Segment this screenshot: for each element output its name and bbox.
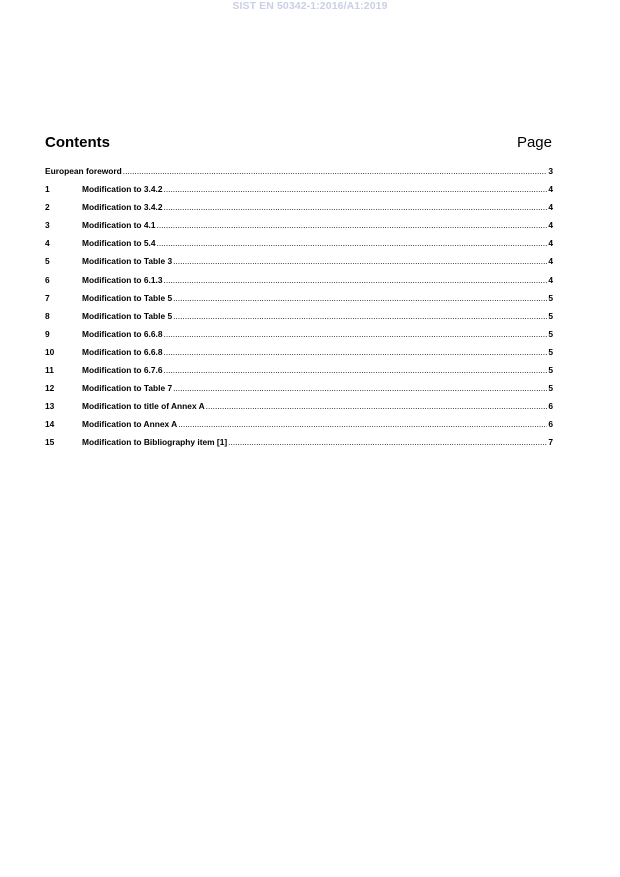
toc-dot-leader xyxy=(164,365,548,375)
toc-entry-title: Modification to Table 7 xyxy=(82,383,173,394)
toc-entry[interactable] xyxy=(45,401,553,419)
contents-header xyxy=(45,134,552,154)
toc-entry-title: European foreword xyxy=(45,166,122,176)
toc-entry[interactable] xyxy=(45,166,553,184)
toc-entry-number: 6 xyxy=(45,274,50,285)
toc-entry-page: 4 xyxy=(548,256,553,267)
toc-entry[interactable] xyxy=(45,437,553,455)
toc-entry[interactable] xyxy=(45,275,553,293)
toc-dot-leader xyxy=(173,293,547,303)
toc-entry-number: 10 xyxy=(45,346,55,357)
toc-entry-title: Modification to 4.1 xyxy=(82,220,156,231)
toc-entry-page: 5 xyxy=(548,346,553,357)
toc-entry-page: 5 xyxy=(548,310,553,321)
toc-dot-leader xyxy=(164,202,548,212)
toc-entry-number: 14 xyxy=(45,419,55,430)
table-of-contents xyxy=(45,166,553,456)
toc-entry[interactable] xyxy=(45,383,553,401)
toc-entry-page: 4 xyxy=(548,238,553,249)
toc-entry-number: 15 xyxy=(45,437,55,448)
toc-entry-number: 3 xyxy=(45,220,50,231)
toc-entry-title: Modification to Table 5 xyxy=(82,292,173,303)
toc-dot-leader xyxy=(206,401,548,411)
toc-entry[interactable] xyxy=(45,184,553,202)
toc-entry-page: 4 xyxy=(548,274,553,285)
toc-dot-leader xyxy=(164,275,548,285)
toc-entry-number: 4 xyxy=(45,238,50,249)
toc-entry-page: 4 xyxy=(548,202,553,213)
toc-entry[interactable] xyxy=(45,256,553,274)
toc-entry-title: Modification to 6.6.8 xyxy=(82,346,163,357)
toc-dot-leader xyxy=(173,256,547,266)
toc-dot-leader xyxy=(173,311,547,321)
toc-entry-page: 5 xyxy=(548,365,553,376)
toc-entry-number: 7 xyxy=(45,292,50,303)
toc-dot-leader xyxy=(173,383,547,393)
toc-entry-title: Modification to 3.4.2 xyxy=(82,184,163,195)
toc-dot-leader xyxy=(164,329,548,339)
toc-entry[interactable] xyxy=(45,311,553,329)
toc-entry-title: Modification to Bibliography item [1] xyxy=(82,437,228,448)
toc-entry-title: Modification to 3.4.2 xyxy=(82,202,163,213)
toc-dot-leader xyxy=(123,166,548,176)
toc-entry-page: 4 xyxy=(548,220,553,231)
toc-entry[interactable] xyxy=(45,293,553,311)
toc-dot-leader xyxy=(164,347,548,357)
toc-entry-title: Modification to Table 3 xyxy=(82,256,173,267)
toc-entry-title: Modification to 6.6.8 xyxy=(82,328,163,339)
toc-entry-title: Modification to Table 5 xyxy=(82,310,173,321)
toc-dot-leader xyxy=(228,437,547,447)
contents-title: Contents xyxy=(45,134,110,151)
toc-entry-number: 5 xyxy=(45,256,50,267)
toc-entry-page: 5 xyxy=(548,383,553,394)
toc-entry-number: 1 xyxy=(45,184,50,195)
toc-dot-leader xyxy=(157,238,548,248)
toc-entry-page: 3 xyxy=(548,166,553,176)
toc-entry-number: 9 xyxy=(45,328,50,339)
toc-entry-page: 5 xyxy=(548,292,553,303)
toc-dot-leader xyxy=(164,184,548,194)
toc-entry[interactable] xyxy=(45,347,553,365)
toc-entry[interactable] xyxy=(45,238,553,256)
toc-dot-leader xyxy=(157,220,548,230)
document-watermark: SIST EN 50342-1:2016/A1:2019 xyxy=(232,0,388,12)
toc-entry-number: 12 xyxy=(45,383,55,394)
toc-entry[interactable] xyxy=(45,329,553,347)
toc-entry-page: 6 xyxy=(548,419,553,430)
toc-entry[interactable] xyxy=(45,365,553,383)
toc-entry-number: 11 xyxy=(45,365,54,376)
toc-entry-title: Modification to 6.1.3 xyxy=(82,274,163,285)
toc-entry[interactable] xyxy=(45,419,553,437)
toc-entry-title: Modification to Annex A xyxy=(82,419,178,430)
toc-dot-leader xyxy=(178,419,547,429)
toc-entry-number: 2 xyxy=(45,202,50,213)
toc-entry-number: 8 xyxy=(45,310,50,321)
toc-entry-title: Modification to title of Annex A xyxy=(82,401,205,412)
toc-entry-title: Modification to 5.4 xyxy=(82,238,156,249)
toc-entry[interactable] xyxy=(45,202,553,220)
toc-entry[interactable] xyxy=(45,220,553,238)
toc-entry-page: 5 xyxy=(548,328,553,339)
toc-entry-title: Modification to 6.7.6 xyxy=(82,365,163,376)
toc-entry-page: 6 xyxy=(548,401,553,412)
page-column-label: Page xyxy=(516,134,552,151)
toc-entry-page: 7 xyxy=(548,437,553,448)
toc-entry-page: 4 xyxy=(548,184,553,195)
toc-entry-number: 13 xyxy=(45,401,55,412)
